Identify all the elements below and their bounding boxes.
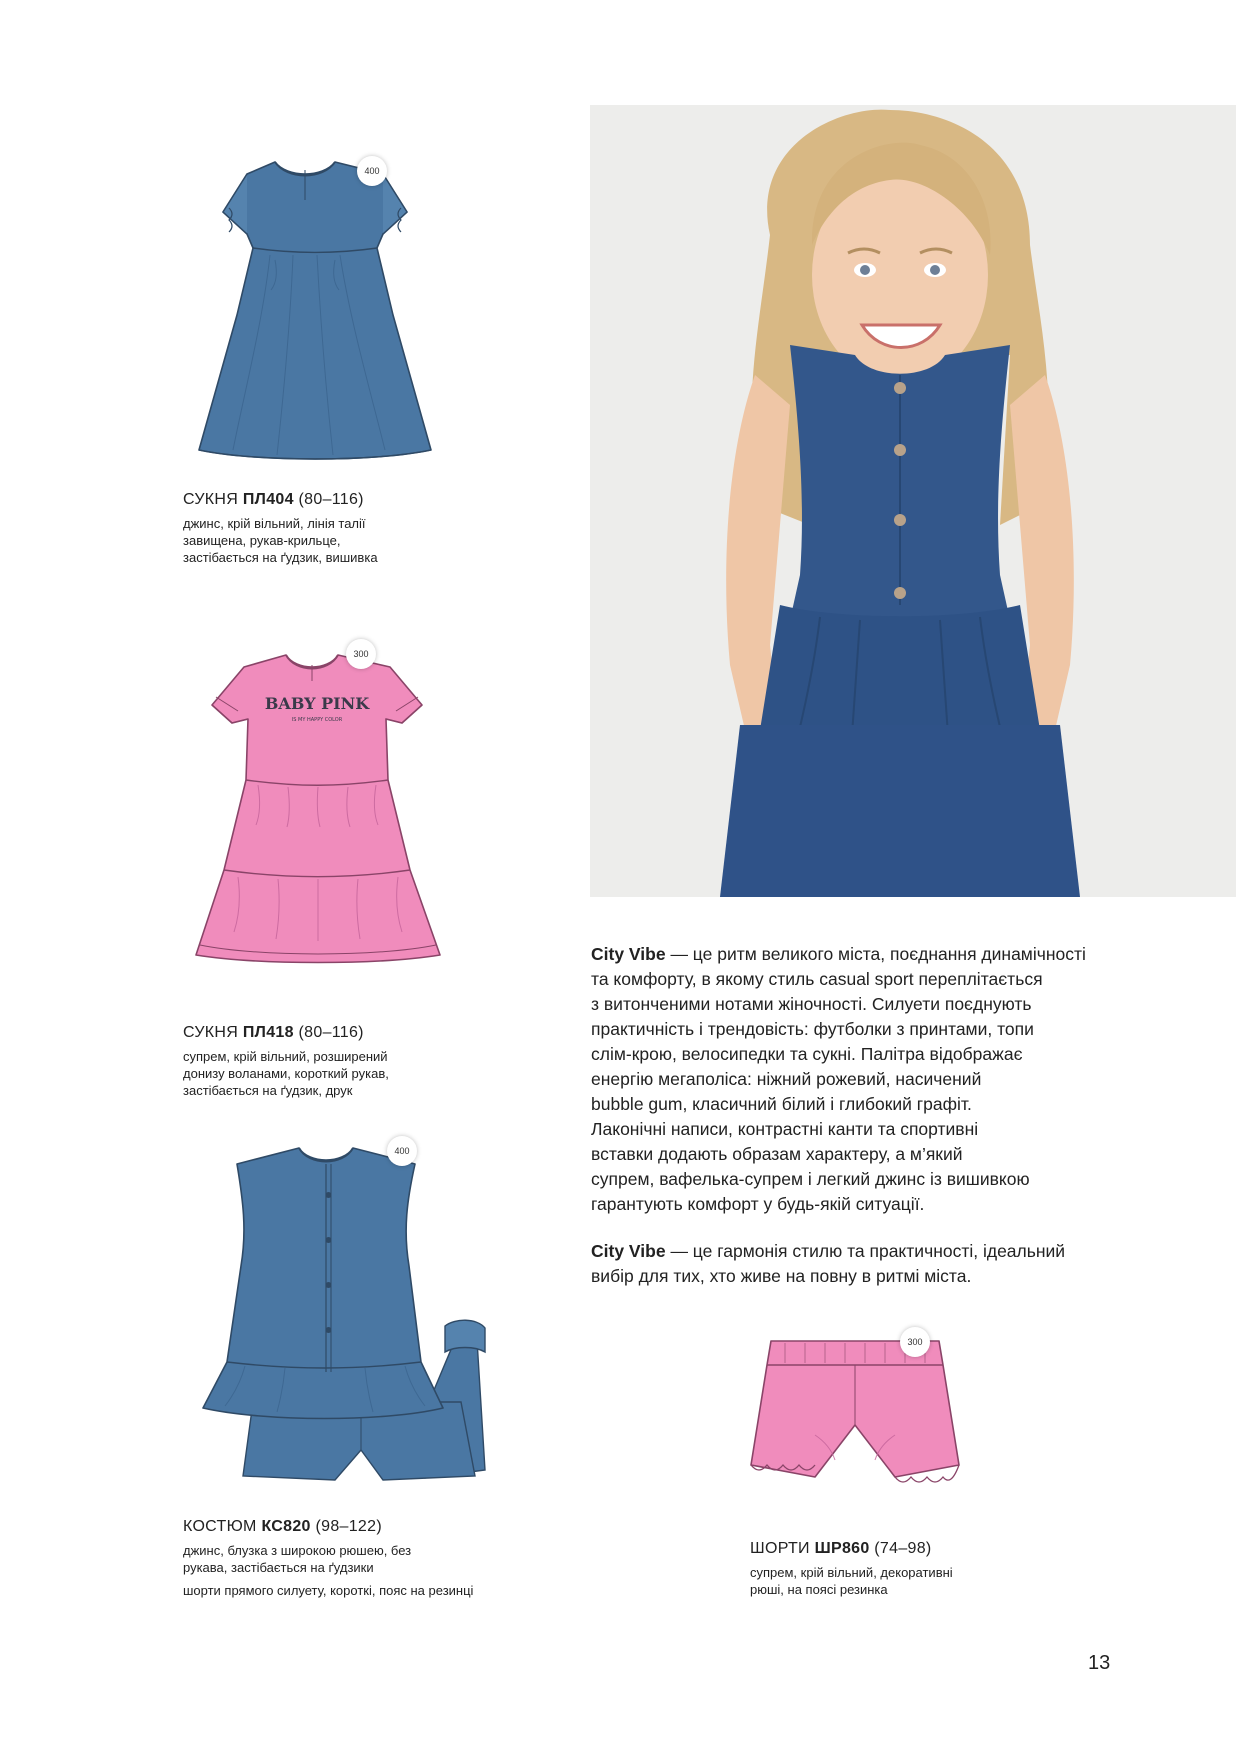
text-fragment: — це ритм великого міста, поєднання динамічності [665,944,1086,964]
product-type: ШОРТИ [750,1540,810,1557]
product-type: КОСТЮМ [183,1518,257,1535]
product-caption-pl418 [183,1024,389,1099]
size-badge: 400 [387,1136,417,1166]
product-type: СУКНЯ [183,1024,239,1041]
brand-name: City Vibe [591,944,666,964]
product-code: КС820 [261,1518,311,1535]
desc-line: джинс, блузка з широкою рюшею, без [183,1543,412,1558]
print-text: BABY PINK [264,694,370,713]
text-line: та комфорту, в якому стиль casual sport переплітається [591,969,1043,989]
desc-line: рюші, на поясі резинка [750,1582,888,1597]
product-title [183,1518,473,1536]
text-line: Лаконічні написи, контрастні канти та спортивні [591,1119,979,1139]
product-description [750,1564,953,1598]
product-title [750,1540,953,1558]
product-type: СУКНЯ [183,491,239,508]
model-photo [590,105,1236,897]
product-caption-shr860 [750,1540,953,1598]
shorts-shr860-sketch [745,1335,965,1500]
desc-line: супрем, крій вільний, декоративні [750,1565,953,1580]
closing-paragraph [591,1239,1065,1289]
product-title [183,1024,389,1042]
page-number: 13 [1088,1652,1111,1674]
product-code: ШР860 [814,1540,870,1557]
brand-name: City Vibe [591,1241,666,1261]
text-line: гарантують комфорт у будь-якій ситуації. [591,1194,925,1214]
text-line: супрем, вафелька-супрем і легкий джинс із вишивкою [591,1169,1030,1189]
desc-line: застібається на ґудзик, друк [183,1083,353,1098]
desc-line: донизу воланами, короткий рукав, [183,1066,389,1081]
size-badge: 300 [900,1327,930,1357]
desc-line: шорти прямого силуету, короткі, пояс на резинці [183,1583,474,1598]
product-caption-pl404 [183,491,378,566]
text-line: з витонченими нотами жіночності. Силуети поєднують [591,994,1032,1014]
set-ks820-sketch [185,1140,515,1485]
product-description [183,515,378,566]
intro-paragraph [591,942,1086,1217]
product-description [183,1542,473,1599]
product-size-range: (74–98) [874,1540,932,1557]
text-line: енергію мегаполіса: ніжний рожевий, насичений [591,1069,982,1089]
product-size-range: (98–122) [315,1518,382,1535]
product-title [183,491,378,509]
desc-line: завищена, рукав-крильце, [183,533,341,548]
text-line: практичність і трендовість: футболки з принтами, топи [591,1019,1034,1039]
text-line: слім-крою, велосипедки та сукні. Палітра відображає [591,1044,1023,1064]
print-subtext: IS MY HAPPY COLOR [291,717,343,723]
product-caption-ks820 [183,1518,473,1599]
desc-line: джинс, крій вільний, лінія талії [183,516,366,531]
text-line: вставки додають образам характеру, а м’який [591,1144,963,1164]
desc-line: застібається на ґудзик, вишивка [183,550,378,565]
product-code: ПЛ418 [242,1024,294,1041]
size-badge: 300 [346,639,376,669]
product-description [183,1048,389,1099]
text-line: bubble gum, класичний білий і глибокий графіт. [591,1094,972,1114]
product-code: ПЛ404 [242,491,294,508]
product-size-range: (80–116) [298,1024,364,1041]
text-line: вибір для тих, хто живе на повну в ритмі міста. [591,1266,972,1286]
desc-line: рукава, застібається на ґудзики [183,1560,374,1575]
text-line [591,1239,1065,1264]
dress-pl418-sketch [178,645,458,965]
desc-line: супрем, крій вільний, розширений [183,1049,388,1064]
text-fragment: — це гармонія стилю та практичності, ідеальний [665,1241,1066,1261]
dress-pl404-sketch [175,150,455,465]
product-size-range: (80–116) [298,491,364,508]
text-line [591,942,1086,967]
size-badge: 400 [357,156,387,186]
